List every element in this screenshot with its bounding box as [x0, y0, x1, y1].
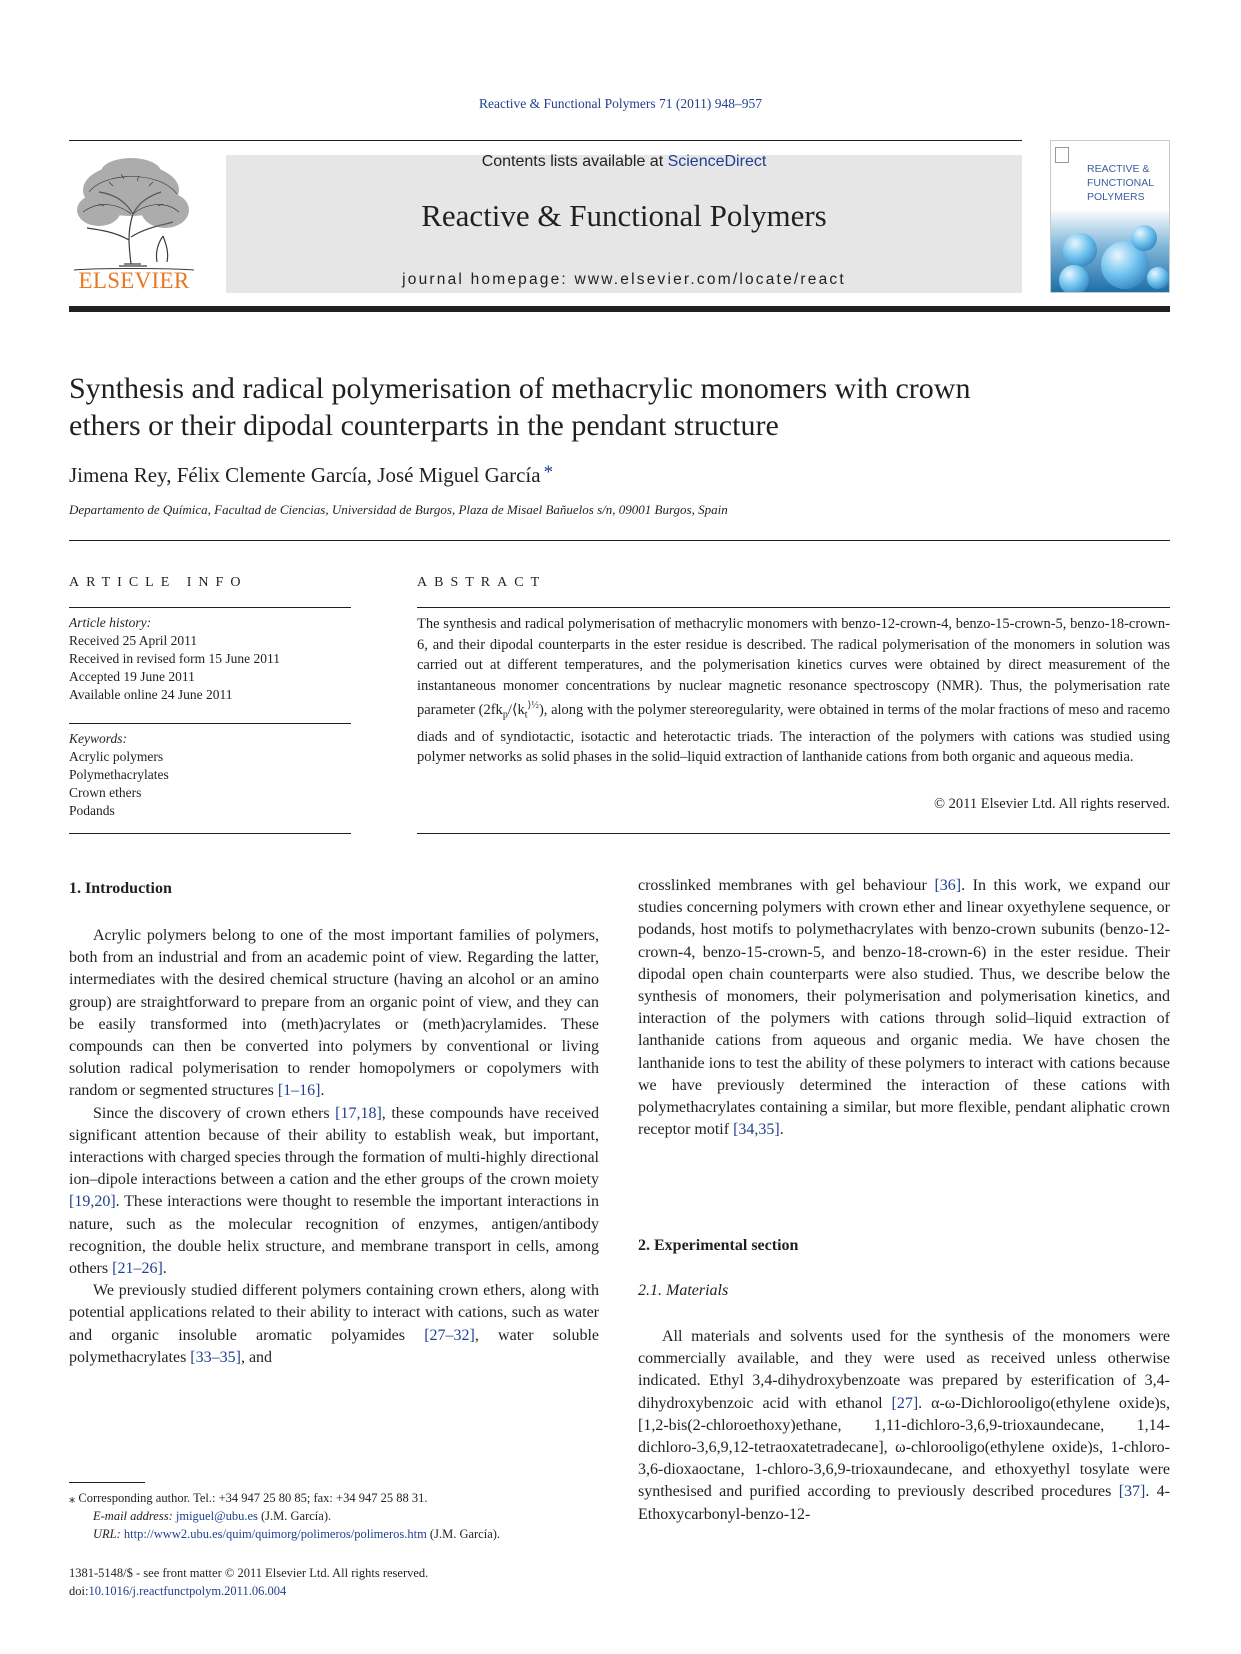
citation-link[interactable]: [34,35] — [733, 1121, 780, 1139]
article-info-rule — [69, 607, 351, 608]
article-title-line: ethers or their dipodal counterparts in the pendant structure — [69, 409, 779, 442]
email-owner: (J.M. García). — [257, 1509, 332, 1523]
intro-text: . In this work, we expand our studies concerning polymers with crown ether and linear oxyethylene sequence, or podands, host motifs to polymethacrylates with benzo-crown subunits (benzo-12-crown-4, benzo-15-crown-5, and benzo-18-crown-6) in the ester residue. Their dipodal open chain counterparts were also studied. Thus, we describe below the synthesis of monomers, their polymerisation and polymerisation kinetics, and interaction of the polymers with cations through solid–liquid extraction of lanthanide cations from aqueous and organic media. We have chosen the lanthanide ions to test the ability of these polymers to interact with cations because we have previously determined the interaction of these cations with polymethacrylates containing a similar, but more flexible, pendant aliphatic crown receptor motif — [638, 877, 1171, 1139]
abstract-subscript-t: t — [524, 710, 528, 722]
abstract-body-continued: ), along with the polymer stereoregularity, were obtained in terms of the molar fractions of meso and racemo diads and of syndiotactic, isotactic and heterotactic triads. The interaction of the polymers with cations was studied using polymer networks as solid phases in the solid–liquid extraction of lanthanide cations from both organic and aqueous media. — [417, 702, 1170, 766]
materials-subheading: 2.1. Materials — [638, 1282, 729, 1299]
intro-paragraph — [638, 875, 1170, 1141]
intro-text: crosslinked membranes with gel behaviour — [638, 877, 935, 894]
abstract-body: The synthesis and radical polymerisation of methacrylic monomers with benzo-12-crown-4, benzo-15-crown-5, benzo-18-crown-6, and their dipodal counterparts in the ester residue is described. The radical polymerisation of the monomers in solution was carried out at different temperatures, and the polymerisation kinetics curves were obtained by direct measurement of the instantaneous monomer concentrations by nuclear magnetic resonance spectroscopy (NMR). Thus, the polymerisation rate parameter (2fk — [417, 616, 1170, 719]
article-info-bottom-rule — [69, 833, 351, 834]
keyword-item: Crown ethers — [69, 785, 142, 800]
materials-paragraph — [638, 1326, 1170, 1526]
authors-text: Jimena Rey, Félix Clemente García, José Miguel García — [69, 463, 541, 487]
intro-text: , and — [240, 1348, 273, 1366]
experimental-heading: 2. Experimental section — [638, 1237, 799, 1254]
journal-homepage[interactable]: journal homepage: www.elsevier.com/locate/react — [402, 271, 846, 288]
intro-paragraph — [69, 1280, 599, 1369]
materials-text: . 4-Ethoxycarbonyl-benzo-12- — [638, 1483, 1170, 1523]
citation-link[interactable]: [27–32] — [424, 1326, 475, 1344]
keyword-item: Podands — [69, 803, 115, 818]
abstract-heading: ABSTRACT — [417, 575, 547, 590]
history-entry: Available online 24 June 2011 — [69, 687, 233, 702]
cover-title-line: FUNCTIONAL — [1087, 177, 1155, 189]
intro-text: . — [162, 1260, 167, 1278]
materials-body — [638, 1326, 1170, 1526]
abstract-formula-mid: /⟨k — [507, 702, 525, 719]
corresponding-author-mark[interactable]: * — [543, 462, 554, 483]
introduction-body — [69, 925, 599, 1369]
materials-text: All materials and solvents used for the synthesis of the monomers were commercially available, and they were used as received unless otherwise indicated. Ethyl 3,4-dihydroxybenzoate was prepared by esterification of 3,4-dihydroxybenzoic acid with ethanol — [638, 1328, 1170, 1412]
contents-availability — [226, 153, 1022, 171]
sciencedirect-link[interactable]: ScienceDirect — [667, 153, 767, 170]
cover-title-line: REACTIVE & — [1087, 163, 1150, 175]
citation-link[interactable]: [37] — [1118, 1483, 1146, 1501]
url-line — [69, 1525, 605, 1543]
header-top-rule — [69, 140, 1022, 141]
intro-text: . — [320, 1082, 325, 1100]
keyword-item: Polymethacrylates — [69, 767, 169, 782]
citation-link[interactable]: [27] — [891, 1394, 919, 1412]
contents-prefix: Contents lists available at — [481, 153, 668, 170]
doi-label: doi: — [69, 1584, 89, 1598]
article-history — [69, 614, 351, 704]
email-link[interactable]: jmiguel@ubu.es — [175, 1509, 258, 1523]
email-label: E-mail address: — [93, 1509, 176, 1523]
email-line — [69, 1507, 605, 1525]
introduction-heading: 1. Introduction — [69, 880, 172, 897]
header-bottom-rule — [69, 306, 1170, 312]
keywords-label: Keywords: — [69, 731, 127, 746]
abstract-rule — [417, 607, 1170, 608]
citation-link[interactable]: [21–26] — [112, 1260, 163, 1278]
abstract-text — [417, 614, 1170, 768]
cover-bubble-icon — [1059, 265, 1089, 293]
affiliation-rule — [69, 540, 1170, 541]
article-title — [69, 370, 1170, 444]
cover-bubble-icon — [1131, 225, 1157, 251]
cover-bubble-icon — [1147, 267, 1169, 289]
journal-title: Reactive & Functional Polymers — [421, 198, 827, 233]
intro-text: We previously studied different polymers containing crown ethers, along with potential applications related to their ability to interact with cations, such as water and organic insoluble aromatic polyamides — [69, 1282, 599, 1344]
doi-link[interactable]: 10.1016/j.reactfunctpolym.2011.06.004 — [88, 1584, 287, 1598]
materials-text: . α-ω-Dichlorooligo(ethylene oxide)s, [1,2-bis(2-chloroethoxy)ethane, 1,11-dichloro-3,6,9-trioxaundecane, 1,14-dichloro-3,6,9,12-tetraoxatetradecane], ω-chlorooligo(ethylene oxide)s, 1-chloro-3,6-dioxaoctane, 1-chloro-3,6,9-trioxaundecane, and ethoxyethyl tosylate were synthesised and purified according to previously described procedures — [638, 1394, 1170, 1501]
intro-paragraph — [69, 925, 599, 1103]
intro-text: , water soluble polymethacrylates — [69, 1326, 600, 1366]
cover-publisher-mark-icon — [1055, 147, 1069, 163]
issn-block — [69, 1564, 428, 1600]
url-owner: (J.M. García). — [426, 1527, 501, 1541]
abstract-copyright: © 2011 Elsevier Ltd. All rights reserved. — [934, 796, 1170, 812]
keywords-rule — [69, 723, 351, 724]
footnote — [69, 1489, 605, 1543]
doi-line — [69, 1582, 428, 1600]
abstract-subscript-p: p — [502, 710, 508, 722]
keyword-item: Acrylic polymers — [69, 749, 164, 764]
author-list — [69, 462, 553, 488]
introduction-body-continued — [638, 875, 1170, 1141]
citation-link[interactable]: [1–16] — [277, 1082, 321, 1100]
history-entry: Received 25 April 2011 — [69, 633, 198, 648]
keywords — [69, 730, 351, 820]
citation-link[interactable]: [36] — [934, 877, 962, 894]
intro-paragraph — [69, 1103, 599, 1281]
article-history-label: Article history: — [69, 615, 152, 630]
elsevier-wordmark: ELSEVIER — [78, 268, 190, 293]
intro-text: , these compounds have received significant attention because of their ability to establish weak, but important, interactions with charged species through the formation of multi-highly directional ion–dipole interactions between a cation and the ether groups of the crown moiety — [69, 1104, 600, 1189]
citation-link[interactable]: [19,20] — [69, 1193, 116, 1211]
article-info-heading: ARTICLE INFO — [69, 575, 248, 590]
footnote-rule — [69, 1482, 145, 1483]
intro-text: Acrylic polymers belong to one of the most important families of polymers, both from an industrial and from an academic point of view. Regarding the latter, intermediates with the desired chemical structure (having an alcohol or an amino group) are straightforward to prepare from an organic point of view, and they can be easily transformed into (meth)acrylates or (meth)acrylamides. These compounds can then be converted into polymers by conventional or living solution radical polymerisation to render homopolymers or copolymers with random or segmented structures — [69, 927, 599, 1100]
journal-reference[interactable]: Reactive & Functional Polymers 71 (2011) 948–957 — [479, 96, 762, 111]
history-entry: Accepted 19 June 2011 — [69, 669, 195, 684]
journal-cover-thumbnail[interactable] — [1050, 140, 1170, 293]
abstract-superscript: ⟩½ — [527, 700, 539, 712]
affiliation: Departamento de Química, Facultad de Ciencias, Universidad de Burgos, Plaza de Misael Bañuelos s/n, 09001 Burgos, Spain — [69, 502, 728, 517]
homepage-url-link[interactable]: http://www2.ubu.es/quim/quimorg/polimeros/polimeros.htm — [123, 1527, 427, 1541]
citation-link[interactable]: [33–35] — [190, 1348, 241, 1366]
citation-link[interactable]: [17,18] — [335, 1104, 382, 1122]
article-title-line: Synthesis and radical polymerisation of methacrylic monomers with crown — [69, 372, 971, 405]
cover-bubble-icon — [1063, 233, 1097, 267]
cover-title-line: POLYMERS — [1087, 191, 1145, 203]
history-entry: Received in revised form 15 June 2011 — [69, 651, 280, 666]
issn-line: 1381-5148/$ - see front matter © 2011 Elsevier Ltd. All rights reserved. — [69, 1566, 429, 1580]
url-label: URL: — [93, 1527, 124, 1541]
intro-text: . — [779, 1121, 784, 1139]
corresponding-author-note: ⁎ Corresponding author. Tel.: +34 947 25 80 85; fax: +34 947 25 88 31. — [69, 1491, 428, 1505]
abstract-bottom-rule — [417, 833, 1170, 834]
intro-text: Since the discovery of crown ethers — [93, 1104, 336, 1122]
cover-title — [1087, 162, 1154, 204]
intro-text: . These interactions were thought to resemble the important interactions in nature, such as the molecular recognition of enzymes, antigen/antibody recognition, the double helix structure, and membrane transport in cells, among others — [69, 1193, 599, 1278]
